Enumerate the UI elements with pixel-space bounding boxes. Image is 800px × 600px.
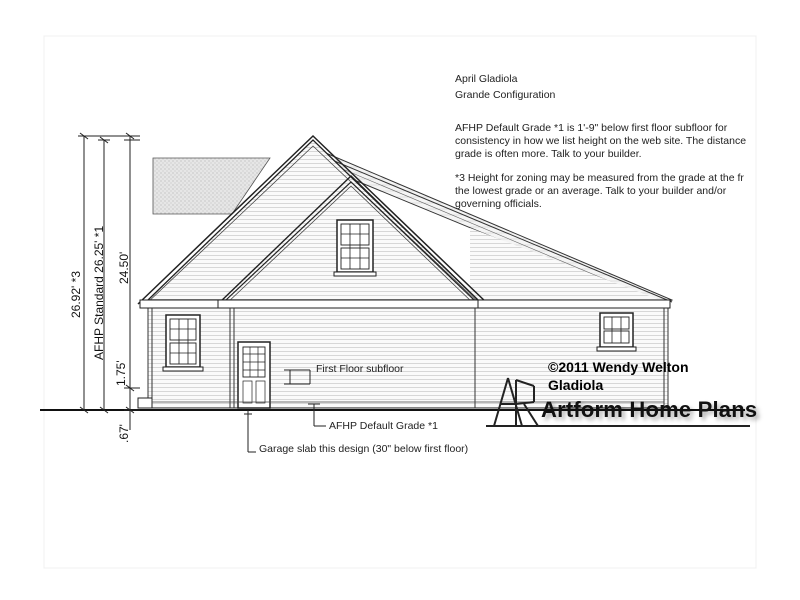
gable-window <box>334 220 376 276</box>
callout-first-floor: First Floor subfloor <box>316 363 404 375</box>
left-window <box>163 315 203 371</box>
dimension-wall-height: 24.50' <box>117 251 131 284</box>
brand-name: Artform Home Plans <box>541 397 758 422</box>
dimension-slab-offset: .67' <box>117 424 131 443</box>
copyright-line-2: Gladiola <box>548 377 604 393</box>
height-note-line-1: *3 Height for zoning may be measured from the grade at the fr <box>455 172 744 184</box>
grade-note-line-2: consistency in how we list height on the web site. The distance <box>455 135 747 147</box>
right-wall-upper <box>470 228 660 306</box>
callout-garage-slab: Garage slab this design (30" below first floor) <box>259 443 469 455</box>
title-line-2: Grande Configuration <box>455 89 556 101</box>
height-note-line-2: the lowest grade or an average. Talk to your builder and/or <box>455 185 727 197</box>
dimension-total-height: 26.92' *3 <box>69 271 83 318</box>
copyright-line-1: ©2011 Wendy Welton <box>548 359 689 375</box>
entry-door <box>238 342 270 408</box>
title-line-1: April Gladiola <box>455 73 518 85</box>
dimension-subfloor-height: 1.75' <box>114 360 128 386</box>
grade-note-line-1: AFHP Default Grade *1 is 1'-9" below first floor subfloor for <box>455 122 728 134</box>
grade-note-line-3: grade is often more. Talk to your builder. <box>455 148 642 160</box>
right-window <box>597 313 636 351</box>
height-note-line-3: governing officials. <box>455 198 542 210</box>
callout-default-grade: AFHP Default Grade *1 <box>329 420 438 432</box>
dimension-standard-height: AFHP Standard 26.25' *1 <box>92 225 106 360</box>
